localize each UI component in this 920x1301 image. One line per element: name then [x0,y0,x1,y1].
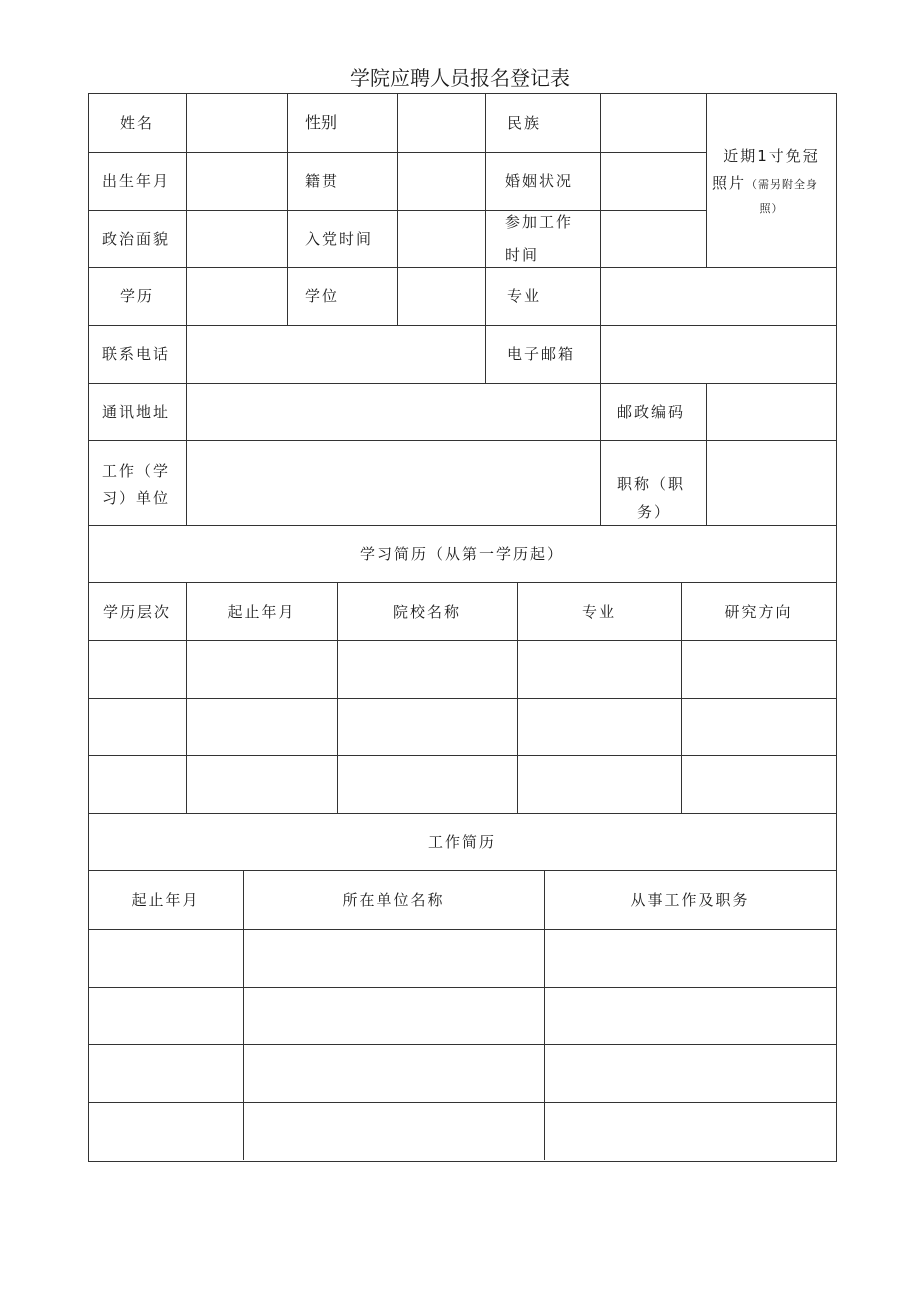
label-native-place: 籍贯 [305,172,340,190]
label-marital: 婚姻状况 [505,172,574,190]
label-title-line2: 务） [637,503,672,521]
row-divider [88,929,836,930]
label-employer-line2: 习）单位 [102,489,171,507]
col-divider [544,870,545,1160]
label-major: 专业 [507,287,542,305]
label-political: 政治面貌 [102,230,171,248]
row-divider [88,267,836,268]
col-divider [600,93,601,525]
row-divider [88,525,836,526]
work-col-period: 起止年月 [131,891,200,909]
label-phone: 联系电话 [102,345,171,363]
label-education: 学历 [120,287,155,305]
photo-note-line1: 近期1寸免冠 [723,147,820,165]
photo-label: 照片 [712,174,747,192]
study-col-level: 学历层次 [102,603,171,621]
row-divider [88,987,836,988]
row-divider [88,582,836,583]
label-party-date: 入党时间 [305,230,374,248]
col-divider [706,383,707,525]
col-divider [397,93,398,325]
label-employer-line1: 工作（学 [102,462,171,480]
col-divider [287,93,288,325]
label-birth: 出生年月 [102,172,171,190]
label-address: 通讯地址 [102,403,171,421]
row-divider [88,640,836,641]
work-col-duties: 从事工作及职务 [630,891,750,909]
row-divider [88,870,836,871]
col-divider [243,870,244,1160]
row-divider [88,755,836,756]
row-divider [88,1102,836,1103]
photo-fullbody-note: （需另附全身 [746,178,819,191]
study-col-major: 专业 [581,603,616,621]
row-divider [88,383,836,384]
form-title: 学院应聘人员报名登记表 [350,66,570,90]
study-col-period: 起止年月 [227,603,296,621]
row-divider [88,440,836,441]
form-table [88,93,837,1162]
label-email: 电子邮箱 [507,345,576,363]
row-divider [88,1044,836,1045]
photo-note-line4: 照） [759,202,784,215]
label-work-start-line2: 时间 [505,246,540,264]
label-gender: 性别 [305,113,338,132]
label-degree: 学位 [305,287,340,305]
label-work-start-line1: 参加工作 [505,213,574,231]
col-divider [706,93,707,267]
row-divider [88,698,836,699]
col-divider [186,93,187,525]
label-title-line1: 职称（职 [617,475,686,493]
study-history-heading: 学习简历（从第一学历起） [359,545,564,563]
study-col-research: 研究方向 [724,603,793,621]
work-col-employer: 所在单位名称 [342,891,445,909]
col-divider [485,93,486,383]
label-ethnicity: 民族 [507,114,542,132]
photo-note-line2 [712,173,835,192]
row-divider [88,325,836,326]
label-name: 姓名 [120,114,155,132]
study-col-school: 院校名称 [392,603,461,621]
label-postcode: 邮政编码 [617,403,686,421]
work-history-heading: 工作简历 [427,833,496,851]
row-divider [88,813,836,814]
